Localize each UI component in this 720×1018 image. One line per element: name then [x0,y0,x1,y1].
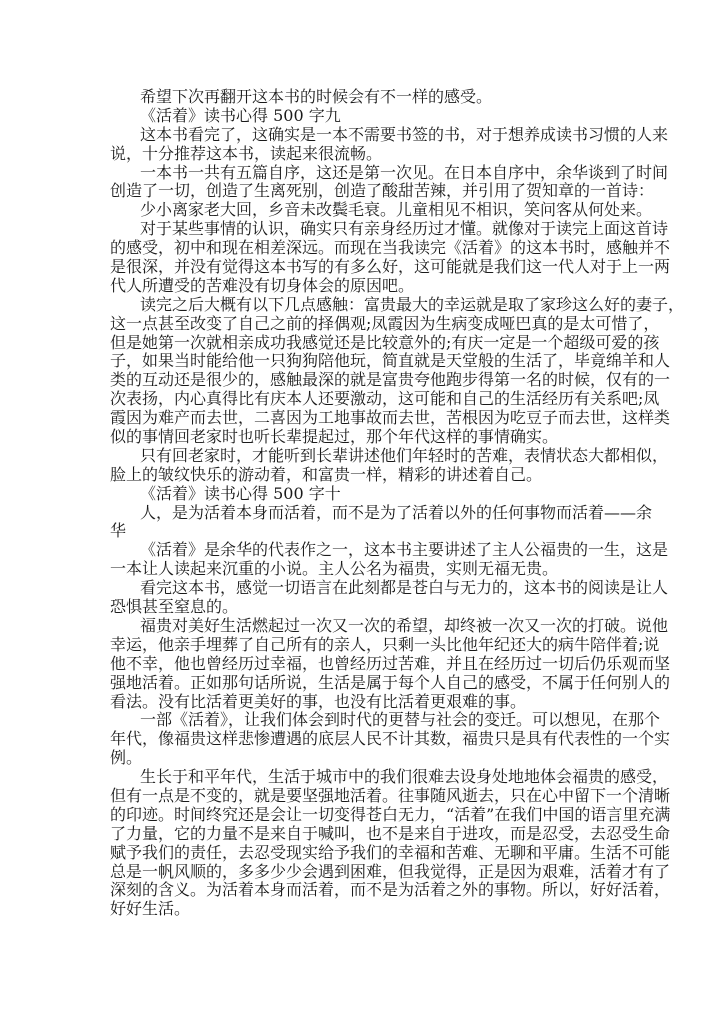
text-line: 一本书一共有五篇自序，这还是第一次见。在日本自序中，余华谈到了时间 [140,162,669,182]
text-line: 福贵对美好生活燃起过一次又一次的希望，却终被一次又一次的打破。说他 [140,615,669,635]
text-line: 希望下次再翻开这本书的时候会有不一样的感受。 [140,87,493,106]
paragraph [110,124,669,164]
text-line: 创造了一切，创造了生离死别，创造了酸甜苦辣，并引用了贺知章的一首诗： [110,181,655,201]
text-line: 少小离家老大回，乡音未改鬓毛衰。儿童相见不相识，笑问客从何处来。 [140,200,653,220]
paragraph [110,615,671,711]
text-line: 生长于和平年代，生活于城市中的我们很难去设身处地地体会福贵的感受， [140,767,669,787]
text-line: 年代，像福贵这样悲惨遭遇的底层人民不计其数，福贵只是具有代表性的一个实 [110,729,671,749]
text-line: 读完之后大概有以下几点感触：富贵最大的幸运就是取了家珍这么好的妻子， [140,294,685,314]
text-line: 但有一点是不变的，就是要坚强地活着。往事随风逝去，只在心中留下一个清晰 [110,785,671,805]
text-line: 这本书看完了，这确实是一本不需要书签的书，对于想养成读书习惯的人来 [140,124,669,144]
text-line: 看法。没有比活着更美好的事，也没有比活着更艰难的事。 [110,691,527,711]
text-line: 霞因为难产而去世，二喜因为工地事故而去世，苦根因为吃豆子而去世，这样类 [110,408,671,428]
paragraph [110,578,669,617]
text-line: 《活着》是余华的代表作之一，这本书主要讲述了主人公福贵的一生，这是 [140,540,669,560]
paragraph [110,445,669,485]
text-line: 恐惧甚至窒息的。 [110,597,239,617]
text-line: 例。 [110,748,143,768]
text-line: 脸上的皱纹快乐的游动着，和富贵一样，精彩的讲述着自己。 [110,464,543,484]
text-line: 这一点甚至改变了自己之前的择偶观;凤霞因为生病变成哑巴真的是太可惜了， [110,313,660,333]
text-line: 华 [110,521,127,541]
paragraph [110,219,671,296]
text-line: 代人所遭受的苦难没有切身体会的原因吧。 [110,275,415,295]
text-line: 类的互动还是很少的，感触最深的就是富贵夸他跑步得第一名的时候，仅有的一 [110,370,671,390]
text-line: 强地活着。正如那句话所说，生活是属于每个人自己的感受，不属于任何别人的 [110,672,671,692]
text-line: 《活着》读书心得 500 字九 [140,105,341,125]
text-line: 看完这本书，感觉一切语言在此刻都是苍白与无力的，这本书的阅读是让人 [140,578,669,598]
text-line: 子，如果当时能给他一只狗狗陪他玩，简直就是天堂般的生活了，毕竟绵羊和人 [110,351,671,371]
paragraph [110,485,612,504]
text-line: 总是一帆风顺的，多多少少会遇到困难，但我觉得，正是因为艰难，活着才有了 [110,861,671,881]
text-line: 幸运，他亲手埋葬了自己所有的亲人，只剩一头比他年纪还大的病牛陪伴着;说 [110,634,660,654]
text-line: 《活着》读书心得 500 字十 [140,483,341,503]
text-line: 深刻的含义。为活着本身而活着，而不是为活着之外的事物。所以，好好活着， [110,880,671,900]
paragraph [110,710,671,768]
paragraph [110,162,669,202]
document-body [110,87,685,919]
text-line: 赋予我们的责任，去忍受现实给予我们的幸福和苦难、无聊和平庸。生活不可能 [110,842,671,862]
text-line: 的印迹。时间终究还是会让一切变得苍白无力，“活着”在我们中国的语言里充满 [110,804,671,824]
paragraph [110,200,653,220]
text-line: 次表扬，内心真得比有庆本人还要激动，这可能和自己的生活经历有关系吧;凤 [110,389,660,409]
paragraph [110,107,612,126]
paragraph [110,294,685,447]
text-line: 是很深，并没有觉得这本书写的有多么好，这可能就是我们这一代人对于上一两 [110,257,671,277]
text-line: 他不幸，他也曾经历过幸福，也曾经历过苦难，并且在经历过一切后仍乐观而坚 [110,653,671,673]
paragraph [110,540,669,579]
paragraph [110,767,671,919]
text-line: 但是她第一次就相亲成功我感觉还是比较意外的;有庆一定是一个超级可爱的孩 [110,332,660,352]
text-line: 似的事情回老家时也听长辈提起过，那个年代这样的事情确实。 [110,427,559,447]
text-line: 人，是为活着本身而活着，而不是为了活着以外的任何事物而活着——余 [140,502,653,522]
text-line: 好好生活。 [110,899,191,919]
paragraph [110,88,612,107]
text-line: 的感受，初中和现在相差深远。而现在当我读完《活着》的这本书时，感触并不 [110,238,671,258]
text-line: 说，十分推荐这本书，读起来很流畅。 [110,143,383,163]
paragraph [110,502,653,542]
text-line: 了力量，它的力量不是来自于喊叫，也不是来自于进攻，而是忍受，去忍受生命 [110,823,671,843]
text-line: 对于某些事情的认识，确实只有亲身经历过才懂。就像对于读完上面这首诗 [140,219,669,239]
text-line: 一本让人读起来沉重的小说。主人公名为福贵，实则无福无贵。 [110,559,559,579]
text-line: 只有回老家时，才能听到长辈讲述他们年轻时的苦难，表情状态大都相似， [140,445,669,465]
text-line: 一部《活着》，让我们体会到时代的更替与社会的变迁。可以想见，在那个 [140,710,661,730]
